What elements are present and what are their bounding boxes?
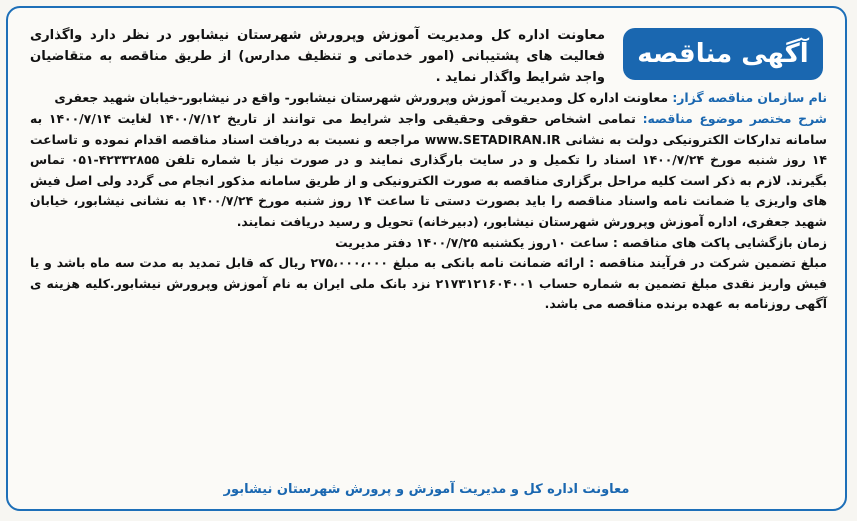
notice-body [30,26,827,315]
guarantee-label: مبلغ تضمین شرکت در فرآیند مناقصه : [589,255,827,271]
opening-text: ساعت ۱۰روز یکشنبه ۱۴۰۰/۷/۲۵ دفتر مدیریت [335,234,609,250]
subject-text-before: تمامی اشخاص حقوقی وحقیقی واجد شرایط می توانند از تاریخ ۱۴۰۰/۷/۱۲ لغایت ۱۴۰۰/۷/۱۴ به سامانه تدارکات الکترونیکی دولت به نشانی [30,110,827,147]
subject-text-after: مراجعه و نسبت به دریافت اسناد مناقصه اقدام نموده و تاساعت ۱۴ روز شنبه مورخ ۱۴۰۰/۷/۲۴ اسناد را تکمیل و در سایت بارگذاری نمایند و در صورت نیاز با شماره تلفن ۴۲۳۳۲۸۵۵-۰۵۱ تماس بگیرند. لازم به ذکر است کلیه مراحل برگزاری مناقصه به صورت الکترونیکی و از طریق سامانه مذکور انجام می گردد ولی اصل فیش های واریزی یا ضمانت نامه واسناد مناقصه را باید بصورت دستی تا ساعت ۱۴ روز شنبه مورخ ۱۴۰۰/۷/۲۴ به نشانی نیشابور، خیابان شهید جعفری، اداره آموزش وپرورش شهرستان نیشابور، (دبیرخانه) تحویل و رسید دریافت نمایند. [30,131,828,229]
signature-footer: معاونت اداره کل و مدیریت آموزش و پرورش شهرستان نیشابور [223,482,630,497]
opening-label: زمان بازگشایی پاکت های مناقصه : [612,234,827,250]
subject-paragraph [30,109,827,233]
intro-paragraph: معاونت اداره کل ومدیریت آموزش وپرورش شهرستان نیشابور در نظر دارد واگذاری فعالیت های پشتیبانی (امور خدماتی و تنظیف مدارس) از طریق مناقصه به متقاضیان واجد شرایط واگذار نماید . [30,28,605,85]
organizer-text: معاونت اداره کل ومدیریت آموزش وپرورش شهرستان نیشابور- واقع در نیشابور-خیابان شهید جعفری [54,90,668,106]
guarantee-text: ارائه ضمانت نامه بانکی به مبلغ ۲۷۵،۰۰۰،۰۰۰ ریال که قابل تمدید به مدت سه ماه باشد و یا فیش واریز نقدی مبلغ تضمین به شماره حساب ۲۱۷۳۱۲۱۶۰۴۰۰۱ نزد بانک ملی ایران به نام آموزش وپرورش نیشابور.کلیه هزینه ی آگهی روزنامه به عهده برنده مناقصه می باشد. [30,255,827,312]
organizer-paragraph [30,88,827,109]
subject-label: شرح مختصر موضوع مناقصه: [642,110,827,126]
notice-title-badge: آگهی مناقصه [623,28,823,80]
notice-frame [6,6,847,511]
guarantee-paragraph [30,253,827,315]
opening-paragraph [30,233,827,254]
setad-url-link[interactable]: www.SETADIRAN.IR [424,131,561,147]
organizer-label: نام سازمان مناقصه گزار: [672,90,827,106]
